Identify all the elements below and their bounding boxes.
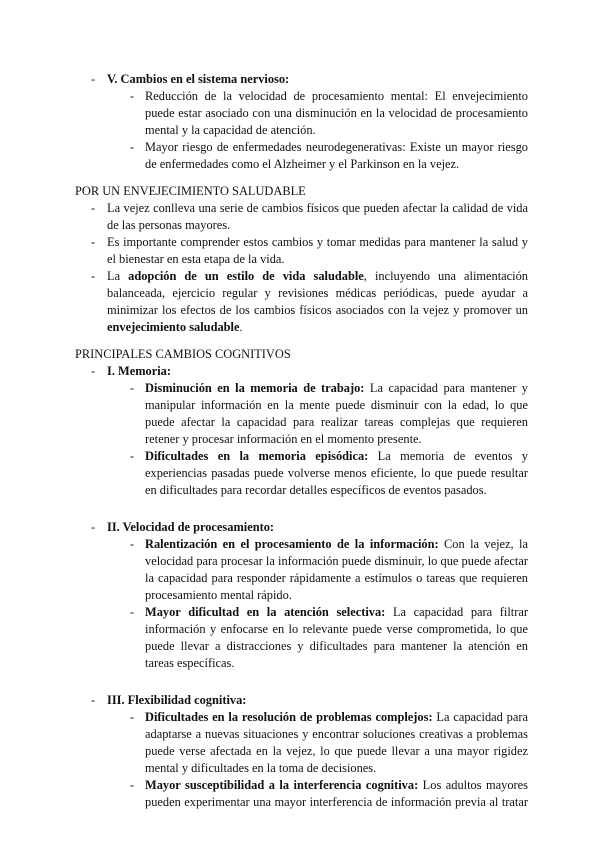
subsection-title: III. Flexibilidad cognitiva: (107, 693, 247, 707)
list-item: - Ralentización en el procesamiento de la información: Con la vejez, la velocidad para procesar la información puede disminuir, lo que puede afectar la capacidad para responder rápidamente a estímulos o tareas que requieren procesamiento mental rápido. (130, 537, 528, 602)
list-item: - La adopción de un estilo de vida saludable, incluyendo una alimentación balanceada, ejercicio regular y revisiones médicas periódicas, puede ayudar a minimizar los efectos de los cambios físicos asociados con la vejez y promover un envejecimiento saludable. (91, 269, 528, 334)
section-heading: PRINCIPALES CAMBIOS COGNITIVOS (75, 347, 291, 361)
section-title: V. Cambios en el sistema nervioso: (107, 72, 290, 86)
bullet-dash: - (130, 140, 135, 154)
list-item: - Es importante comprender estos cambios y tomar medidas para mantener la salud y el bienestar en esta etapa de la vida. (91, 235, 528, 266)
list-item: - Mayor susceptibilidad a la interferencia cognitiva: Los adultos mayores pueden experimentar una mayor interferencia de información previa al tratar (130, 778, 529, 809)
section-heading: POR UN ENVEJECIMIENTO SALUDABLE (75, 184, 306, 198)
section-nervous-system (75, 71, 528, 173)
document-page (75, 71, 528, 821)
bullet-dash: - (91, 72, 96, 86)
list-item: - Disminución en la memoria de trabajo: La capacidad para mantener y manipular información en la mente puede disminuir con la edad, lo que puede afectar la capacidad para realizar tareas complejas que requieren retener y procesar información en el momento presente. (130, 381, 528, 446)
list-item: - Mayor riesgo de enfermedades neurodegenerativas: Existe un mayor riesgo de enfermedades como el Alzheimer y el Parkinson en la vejez. (130, 140, 528, 171)
bullet-dash: - (130, 89, 135, 103)
subsection-title: II. Velocidad de procesamiento: (107, 520, 275, 534)
subsection-cognitive-flexibility: - III. Flexibilidad cognitiva: - Dificultades en la resolución de problemas complejos: La capacidad para adaptarse a nuevas situaciones y encontrar soluciones creativas a problemas puede verse afectada en la vejez, lo que puede llevar a una mayor rigidez mental y dificultades en la toma de decisiones. - Mayor susceptibilidad a la interferencia cognitiva: Los adultos mayores pueden experimentar una mayor interferencia de información previa al tratar (75, 692, 528, 811)
list-item: - Dificultades en la resolución de problemas complejos: La capacidad para adaptarse a nuevas situaciones y encontrar soluciones creativas a problemas puede verse afectada en la vejez, lo que puede llevar a una mayor rigidez mental y dificultades en la toma de decisiones. (130, 710, 528, 775)
section-cognitive-changes (75, 346, 528, 811)
subsection-processing-speed: - II. Velocidad de procesamiento: - Ralentización en el procesamiento de la información: Con la vejez, la velocidad para procesar la información puede disminuir, lo que puede afectar la capacidad para responder rápidamente a estímulos o tareas que requieren procesamiento mental rápido. - Mayor dificultad en la atención selectiva: La capacidad para filtrar información y enfocarse en lo relevante puede verse comprometida, lo que puede llevar a distracciones y dificultades para mantener la atención en tareas específicas. (75, 519, 528, 672)
section-healthy-aging (75, 183, 528, 336)
subsection-title: I. Memoria: (107, 364, 171, 378)
subsection-memory: - I. Memoria: - Disminución en la memoria de trabajo: La capacidad para mantener y manipular información en la mente puede disminuir con la edad, lo que puede afectar la capacidad para realizar tareas complejas que requieren retener y procesar información en el momento presente. - Dificultades en la memoria episódica: La memoria de eventos y experiencias pasadas puede volverse menos eficiente, lo que puede resultar en dificultades para recordar detalles específicos de eventos pasados. (75, 363, 528, 499)
list-item: - La vejez conlleva una serie de cambios físicos que pueden afectar la calidad de vida de las personas mayores. (91, 201, 528, 232)
list-item: - Reducción de la velocidad de procesamiento mental: El envejecimiento puede estar asociado con una disminución en la velocidad de procesamiento mental y la capacidad de atención. (130, 89, 528, 137)
list-item: - Mayor dificultad en la atención selectiva: La capacidad para filtrar información y enfocarse en lo relevante puede verse comprometida, lo que puede llevar a distracciones y dificultades para mantener la atención en tareas específicas. (130, 605, 528, 670)
list-item: - Dificultades en la memoria episódica: La memoria de eventos y experiencias pasadas puede volverse menos eficiente, lo que puede resultar en dificultades para recordar detalles específicos de eventos pasados. (130, 449, 528, 497)
